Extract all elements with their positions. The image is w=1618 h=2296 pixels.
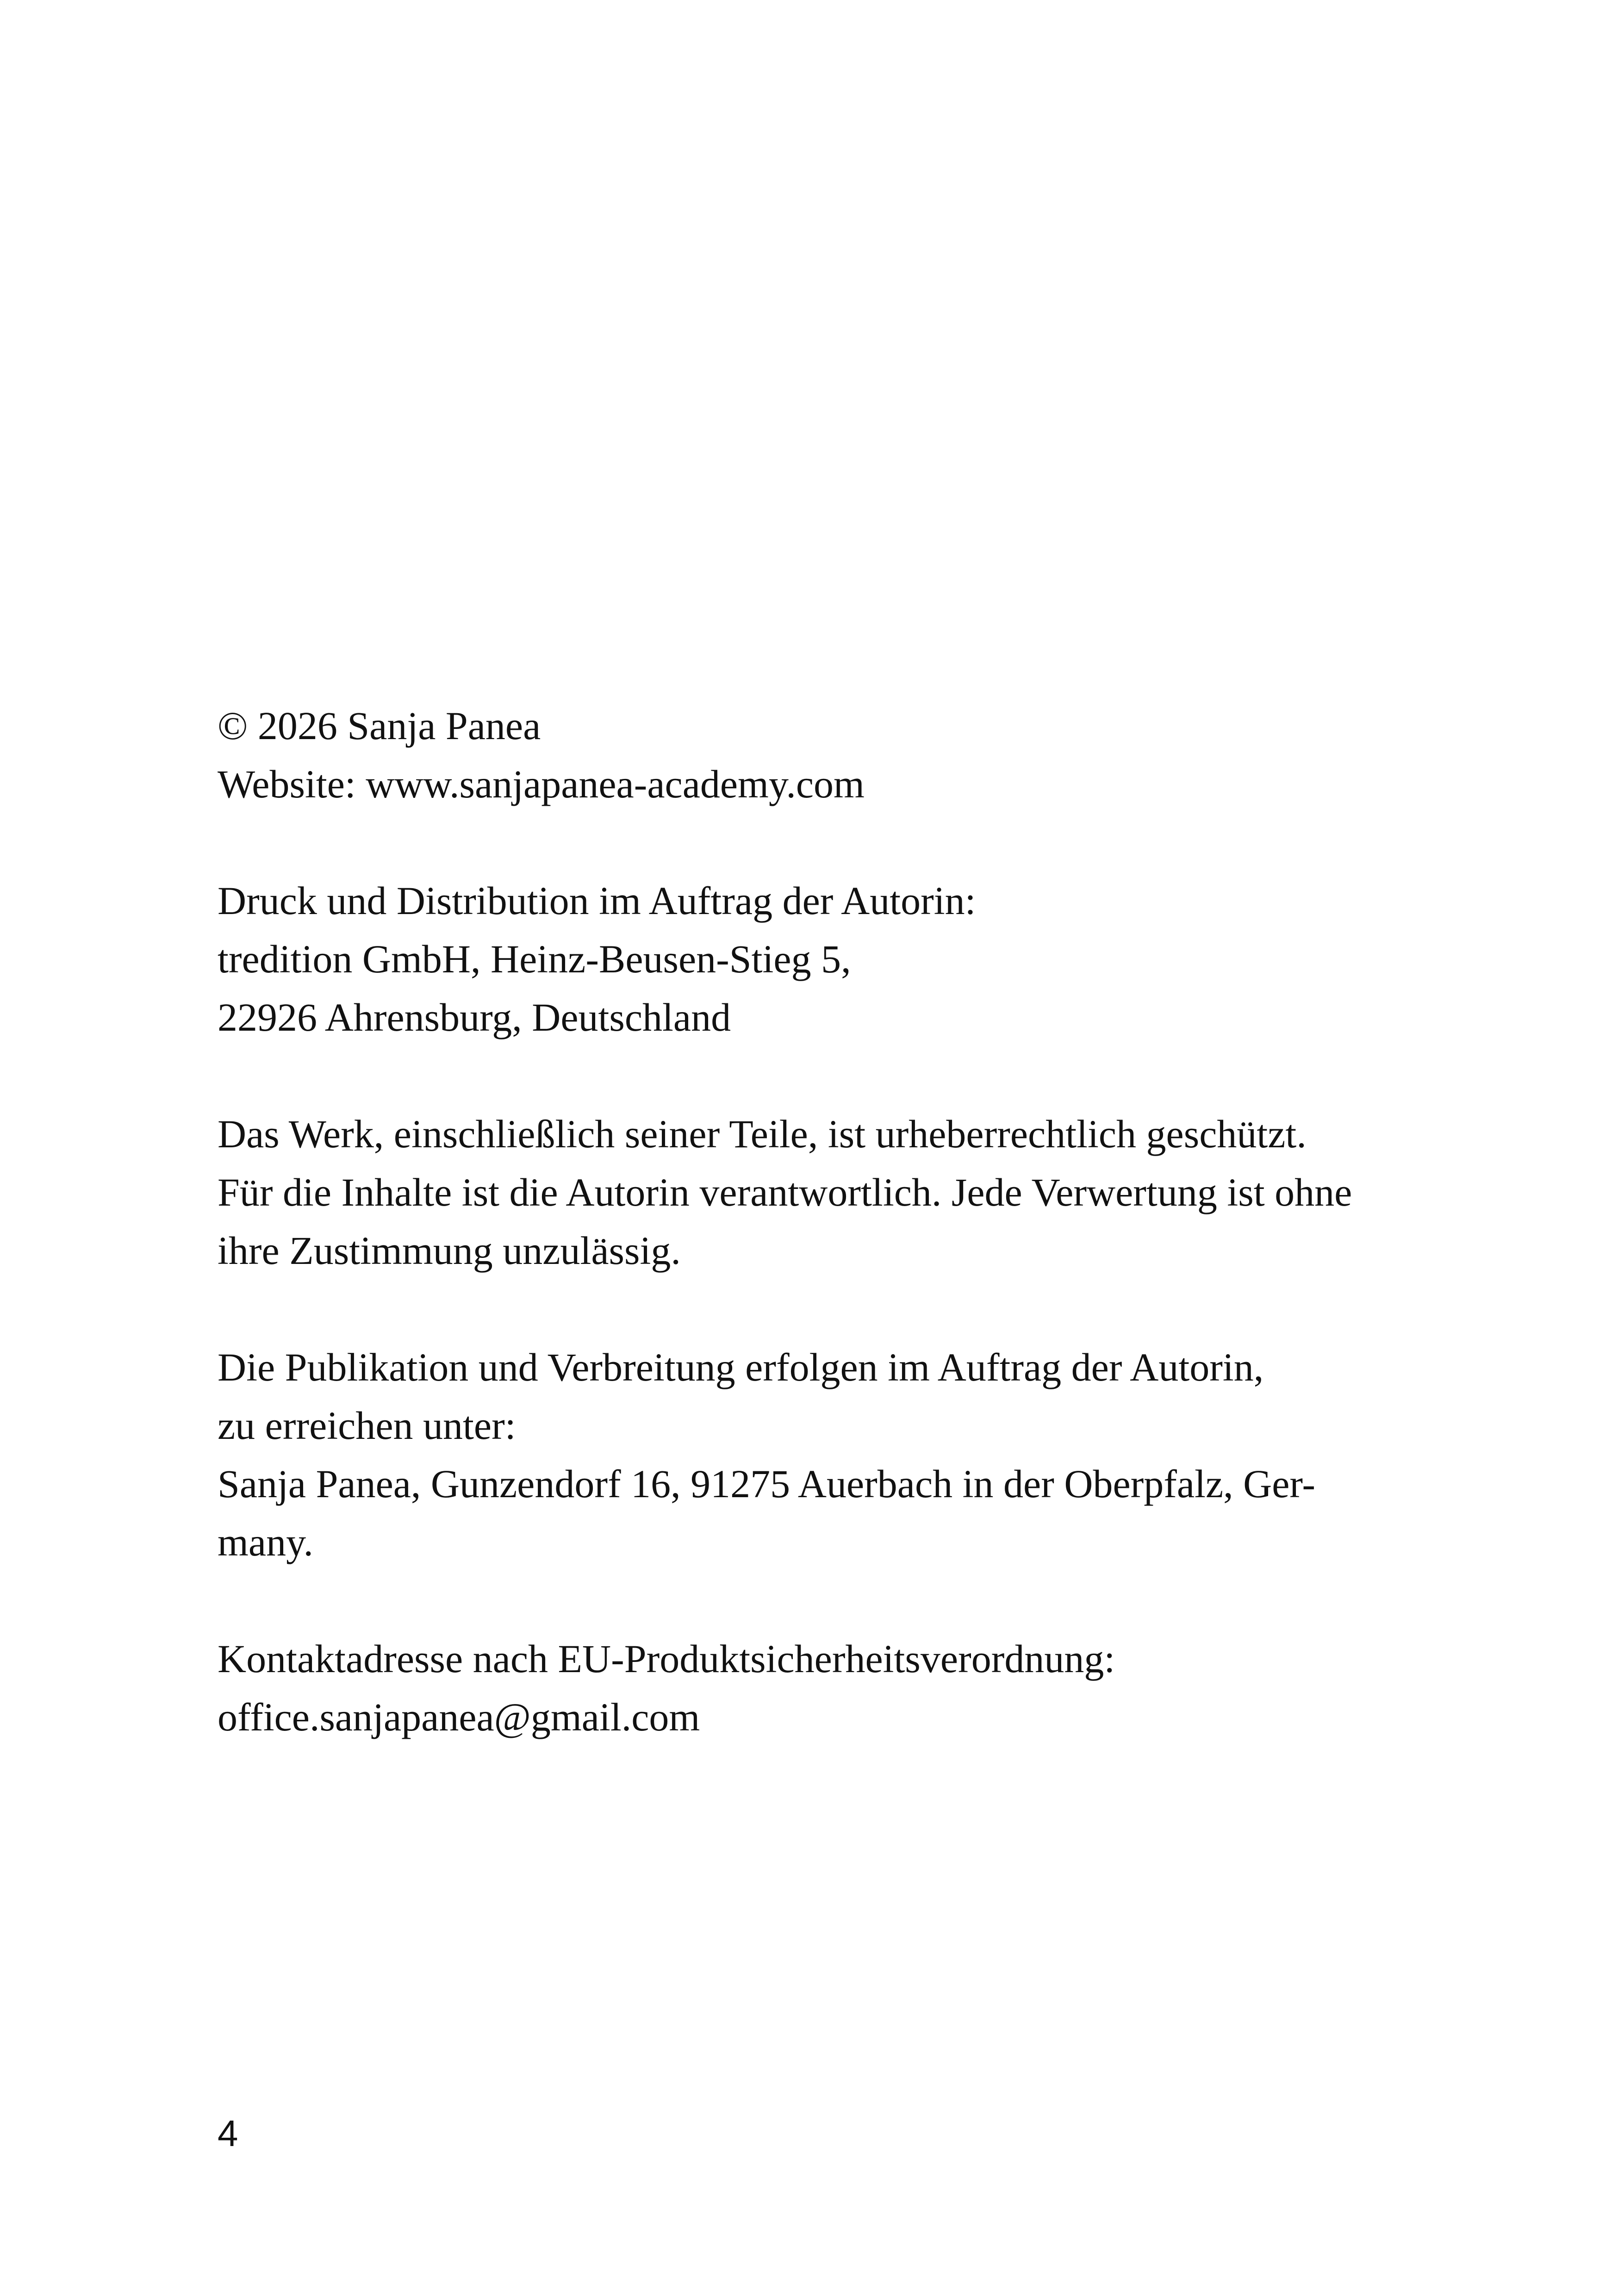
rights-line: Das Werk, einschließlich seiner Teile, ist urheberrechtlich geschützt. [218, 1112, 1307, 1156]
rights-line: ihre Zustimmung unzulässig. [218, 1228, 681, 1273]
printer-address-line: tredition GmbH, Heinz-Beusen-Stieg 5, [218, 937, 851, 981]
imprint-text [218, 697, 1467, 1746]
publication-block [218, 1338, 1467, 1571]
copyright-block [218, 697, 1467, 813]
contact-email: office.sanjapanea@gmail.com [218, 1695, 700, 1739]
publication-line: Die Publikation und Verbreitung erfolgen im Auftrag der Autorin, [218, 1345, 1264, 1389]
printing-block [218, 871, 1467, 1046]
rights-block [218, 1105, 1467, 1280]
contact-block [218, 1630, 1467, 1746]
contact-label: Kontaktadresse nach EU-Produktsicherheitsverordnung: [218, 1636, 1115, 1681]
website-line: Website: www.sanjapanea-academy.com [218, 762, 865, 806]
author-address-line: many. [218, 1520, 313, 1564]
printing-line: Druck und Distribution im Auftrag der Autorin: [218, 878, 976, 923]
rights-line: Für die Inhalte ist die Autorin verantwortlich. Jede Verwertung ist ohne [218, 1170, 1352, 1214]
author-address-line: Sanja Panea, Gunzendorf 16, 91275 Auerbach in der Oberpfalz, Ger- [218, 1462, 1315, 1506]
copyright-line: © 2026 Sanja Panea [218, 703, 541, 748]
publication-line: zu erreichen unter: [218, 1403, 516, 1448]
page-number: 4 [218, 2113, 238, 2154]
printer-city-line: 22926 Ahrensburg, Deutschland [218, 995, 731, 1039]
